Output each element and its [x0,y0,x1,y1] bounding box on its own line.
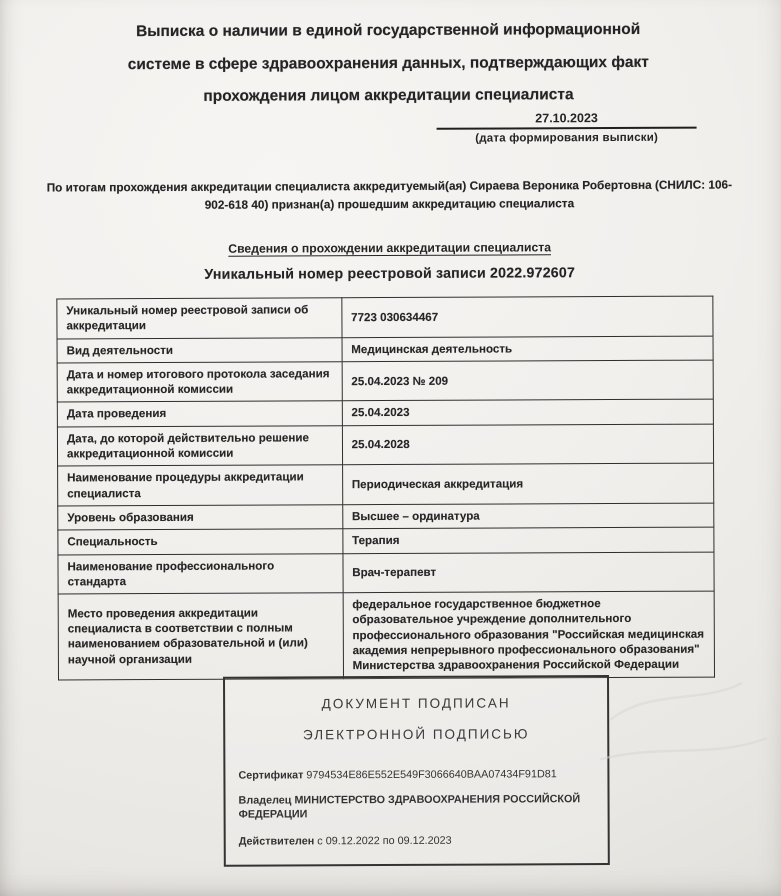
accreditation-table [56,296,715,681]
intro-paragraph: По итогам прохождения аккредитации специалиста аккредитуемый(ая) Сираева Вероника Робертовна (СНИЛС: 106-902-618 40) признан(а) прошедшим аккредитацию специалиста [46,177,733,212]
row-label: Наименование профессионального стандарта [58,553,343,594]
row-value: Врач-терапевт [343,552,714,593]
row-label: Дата, до которой действительно решение аккредитационной комиссии [57,425,342,466]
stamp-header-line-1: ДОКУМЕНТ ПОДПИСАН [321,695,511,712]
stamp-details [238,767,594,849]
table-row [58,463,714,505]
document-title-line-3: прохождения лицом аккредитации специалиста [203,86,574,105]
owner-line [239,792,595,823]
row-label: Уникальный номер реестровой записи об аккредитации [57,298,342,339]
validity-value: с 09.12.2022 по 09.12.2023 [317,834,452,848]
row-value: Терапия [343,527,714,553]
row-value: федеральное государственное бюджетное образовательное учреждение дополнительного профессионального образования "Российская медицинская академия непрерывного профессионального образования" Министерства здравоохранения Российской Федерации [343,591,715,678]
table-row [58,591,714,679]
row-label: Дата и номер итогового протокола заседания аккредитационной комиссии [57,362,342,403]
row-label: Место проведения аккредитации специалиста в соответствии с полным наименованием образовательной и (или) научной организации [58,593,343,680]
row-value: Периодическая аккредитация [342,463,713,504]
certificate-line [238,767,594,783]
row-label: Специальность [58,529,343,555]
row-value: 25.04.2023 № 209 [342,360,713,401]
extract-date: 27.10.2023 [535,111,598,126]
section-heading: Сведения о прохождении аккредитации специалиста [228,240,552,256]
row-label: Наименование процедуры аккредитации специалиста [58,465,343,506]
document-title-line-1: Выписка о наличии в единой государственной информационной [136,20,641,41]
table-row [57,296,713,338]
table-row [58,552,714,594]
row-value: Высшее – ординатура [342,503,713,529]
table-row [57,336,713,363]
date-caption: (дата формирования выписки) [475,131,659,145]
stamp-header-line-2: ЭЛЕКТРОННОЙ ПОДПИСЬЮ [302,726,530,743]
digital-signature-stamp [223,675,610,867]
row-label: Уровень образования [58,505,343,531]
document-title [68,14,708,114]
document-title-line-2: системе в сфере здравоохранения данных, подтверждающих факт [127,53,649,73]
row-value: 25.04.2028 [342,424,713,465]
row-label: Вид деятельности [57,337,342,363]
certificate-value: 9794534E86E552E549F3066640BAA07434F91D81 [306,768,557,782]
row-label: Дата проведения [57,401,342,427]
validity-line [239,833,595,849]
row-value: Медицинская деятельность [342,336,713,362]
registry-number-title: Уникальный номер реестровой записи 2022.972607 [204,265,576,283]
table-row [57,360,713,402]
table-row [57,400,713,427]
table-row [58,503,714,530]
validity-label: Действителен [238,835,315,848]
row-value: 25.04.2023 [342,400,713,426]
owner-value: МИНИСТЕРСТВО ЗДРАВООХРАНЕНИЯ РОССИЙСКОЙ ФЕДЕРАЦИИ [238,792,581,821]
certificate-label: Сертификат [238,769,304,782]
row-value: 7723 030634467 [342,296,713,337]
owner-label: Владелец [238,793,292,807]
table-row [57,424,713,466]
date-block [437,111,697,145]
table-row [58,527,714,554]
